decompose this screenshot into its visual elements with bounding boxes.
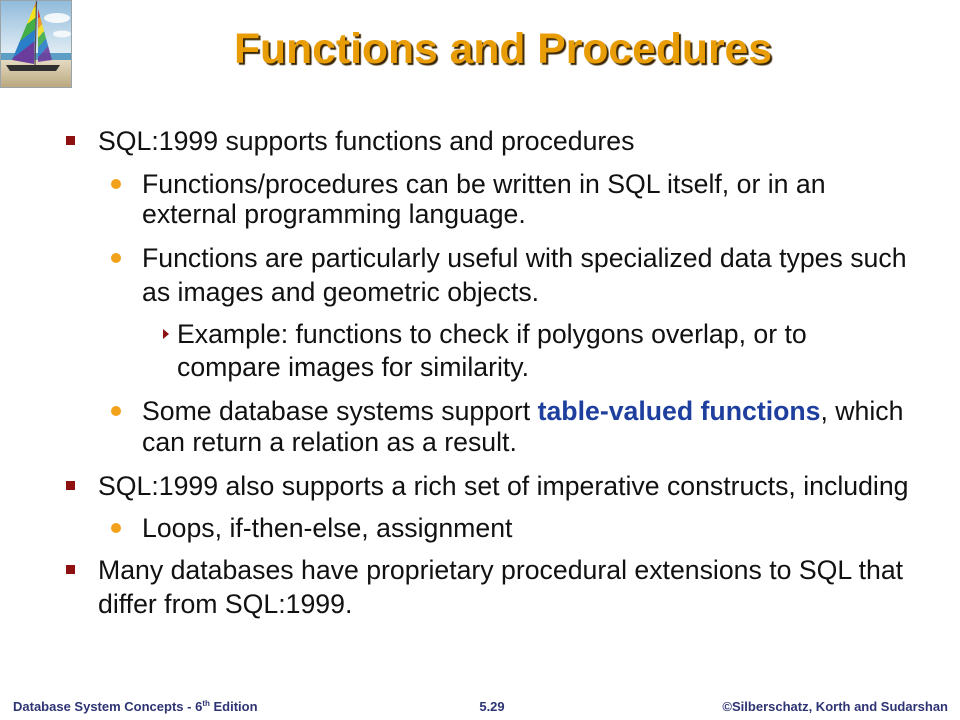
bullet-text: differ from SQL:1999. — [98, 589, 353, 619]
round-bullet-icon — [111, 406, 121, 416]
hull — [6, 65, 60, 71]
round-bullet-icon — [111, 523, 121, 533]
footer-copyright: ©Silberschatz, Korth and Sudarshan — [722, 699, 948, 714]
square-bullet-icon — [66, 136, 75, 145]
footer-edition-ordinal: th — [202, 699, 210, 708]
bullet-text: SQL:1999 supports functions and procedures — [98, 126, 635, 156]
bullet-text: as images and geometric objects. — [142, 277, 540, 307]
bullet-text: Many databases have proprietary procedural extensions to SQL that — [98, 555, 904, 585]
sea — [0, 53, 72, 61]
footer-edition-number: 6 — [195, 699, 203, 714]
bullet-text: can return a relation as a result. — [142, 427, 517, 457]
footer-edition-label: Edition — [209, 699, 258, 714]
footer-course: Database System Concepts - — [13, 699, 196, 714]
round-bullet-icon — [111, 253, 121, 263]
cloud — [44, 13, 70, 23]
bullet-text — [142, 395, 903, 427]
sailboat-logo-image — [0, 0, 72, 88]
emphasized-term: table-valued functions — [537, 396, 821, 426]
text-segment: Some database systems support — [142, 396, 538, 426]
text-segment: , which — [820, 396, 904, 426]
beach — [0, 60, 72, 88]
square-bullet-icon — [66, 565, 75, 574]
bullet-text: SQL:1999 also supports a rich set of imperative constructs, including — [98, 471, 909, 501]
bullet-text: Loops, if-then-else, assignment — [142, 513, 513, 543]
bullet-text: external programming language. — [142, 199, 526, 229]
cloud — [53, 31, 71, 38]
bullet-text: Example: functions to check if polygons overlap, or to — [177, 319, 807, 349]
square-bullet-icon — [66, 481, 75, 490]
round-bullet-icon — [111, 179, 121, 189]
arrow-bullet-icon — [162, 329, 169, 339]
bullet-text: compare images for similarity. — [177, 352, 530, 382]
slide-page-number: 5.29 — [479, 699, 505, 714]
footer-course-title — [13, 699, 258, 715]
bullet-text: Functions are particularly useful with specialized data types such — [142, 243, 907, 273]
bullet-text: Functions/procedures can be written in SQL itself, or in an — [142, 169, 826, 199]
slide-title: Functions and Procedures — [233, 25, 773, 73]
